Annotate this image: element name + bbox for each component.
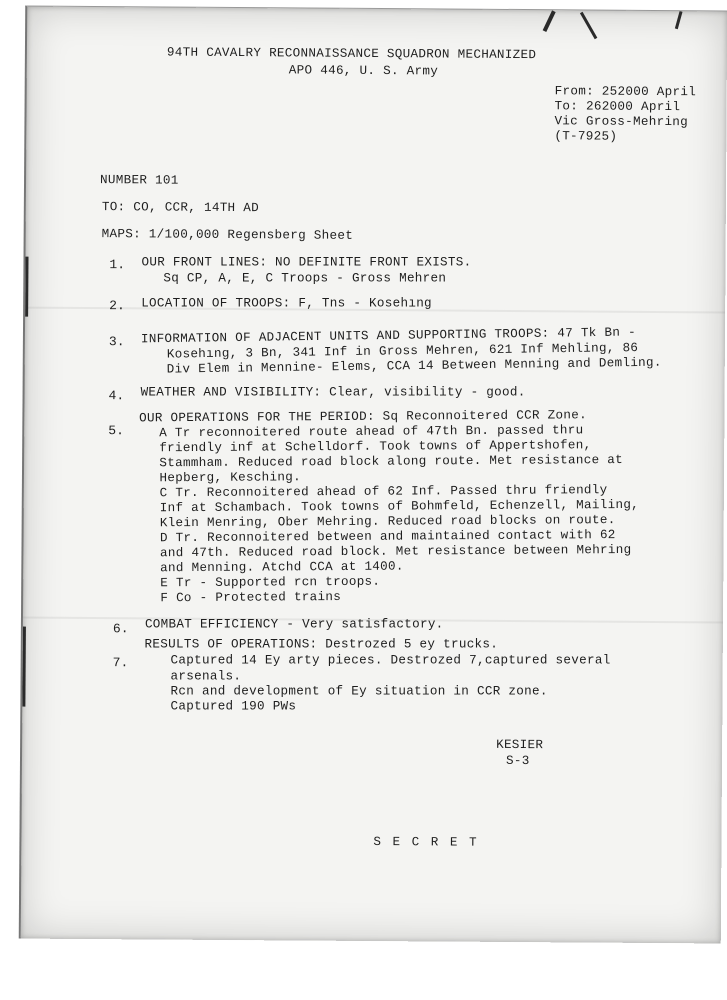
item-1-line-2: Sq CP, A, E, C Troops - Gross Mehren — [163, 271, 447, 286]
item-7-line: Captured 14 Ey arty pieces. Destrozed 7,captured several — [170, 653, 611, 668]
item-5-line: Stammham. Reduced road block along route. Met resistance at — [159, 452, 624, 471]
classification-mark: S E C R E T — [373, 835, 479, 850]
torn-edge — [25, 257, 28, 317]
to-line: TO: CO, CCR, 14TH AD — [101, 200, 260, 216]
item-3-line-3: Div Elem in Mennine- Elems, CCA 14 Between Menning and Demling. — [166, 355, 662, 377]
item-7-line: RESULTS OF OPERATIONS: Destrozed 5 ey trucks. — [144, 637, 499, 652]
torn-edge — [543, 10, 556, 32]
item-number: 1. — [109, 257, 126, 273]
item-5-line: and 47th. Reduced road block. Met resistance between Mehring — [159, 542, 632, 561]
item-5-line: Klein Menring, Ober Mehring. Reduced road blocks on route. — [159, 513, 616, 531]
item-5-line: and Menning. Atchd CCA at 1400. — [160, 559, 404, 576]
item-number: 5. — [108, 423, 124, 439]
item-number: 6. — [112, 621, 129, 637]
document-page — [19, 6, 727, 944]
header-unit: 94TH CAVALRY RECONNAISSANCE SQUADRON MECHANIZED — [166, 45, 537, 63]
signature-title: S-3 — [505, 753, 530, 769]
item-number: 7. — [112, 655, 129, 671]
item-5-line: friendly inf at Schelldorf. Took towns of Appertshofen, — [159, 438, 592, 456]
item-5-line: C Tr. Reconnoitered ahead of 62 Inf. Passed thru friendly — [159, 483, 608, 501]
item-3-line-2: Kosehıng, 3 Bn, 341 Inf in Gross Mehren, 621 Inf Mehling, 86 — [166, 340, 639, 362]
item-7-line: Captured 190 PWs — [170, 699, 297, 714]
item-number: 3. — [108, 334, 125, 350]
item-2-line-1: LOCATION OF TROOPS: F, Tns - Kosehıng — [141, 296, 432, 311]
item-5-line: E Tr - Supported rcn troops. — [160, 574, 381, 591]
item-4-line-1: WEATHER AND VISIBILITY: Clear, visibility - good. — [140, 385, 526, 400]
torn-edge — [22, 627, 26, 707]
item-5-line: OUR OPERATIONS FOR THE PERIOD: Sq Reconnoitered CCR Zone. — [139, 408, 588, 426]
item-5-body — [139, 407, 720, 611]
torn-edge — [580, 12, 597, 40]
signature-name: KESIER — [496, 737, 544, 753]
period-from: From: 252000 April — [554, 84, 697, 100]
item-3-line-1: INFORMATION OF ADJACENT UNITS AND SUPPORTING TROOPS: 47 Tk Bn - — [140, 325, 637, 347]
item-5-line: A Tr reconnoitered route ahead of 47th Bn. passed thru — [159, 423, 584, 441]
period-location: Vic Gross-Mehring — [554, 114, 689, 130]
torn-edge — [675, 11, 683, 29]
item-5-line: Inf at Schambach. Took towns of Bohmfeld, Echenzell, Mailing, — [159, 497, 640, 516]
item-5-line: D Tr. Reconnoitered between and maintained contact with 62 — [159, 528, 616, 546]
period-to: To: 262000 April — [554, 99, 681, 115]
item-7-line: arsenals. — [170, 669, 242, 684]
item-5-line: Hepberg, Kesching. — [159, 470, 301, 486]
period-map-ref: (T-7925) — [554, 129, 618, 144]
item-7-body — [145, 637, 705, 727]
item-6-line-1: COMBAT EFFICIENCY - Very satisfactory. — [144, 617, 444, 632]
maps-line: MAPS: 1/100,000 Regensberg Sheet — [101, 227, 354, 243]
item-number: 2. — [109, 298, 125, 314]
header-apo: APO 446, U. S. Army — [288, 63, 439, 79]
item-7-line: Rcn and development of Ey situation in CCR zone. — [170, 684, 548, 699]
item-number: 4. — [108, 388, 125, 404]
item-1-line-1: OUR FRONT LINES: NO DEFINITE FRONT EXISTS. — [141, 255, 472, 270]
report-number: NUMBER 101 — [99, 173, 179, 188]
item-5-line: F Co - Protected trains — [160, 589, 342, 606]
